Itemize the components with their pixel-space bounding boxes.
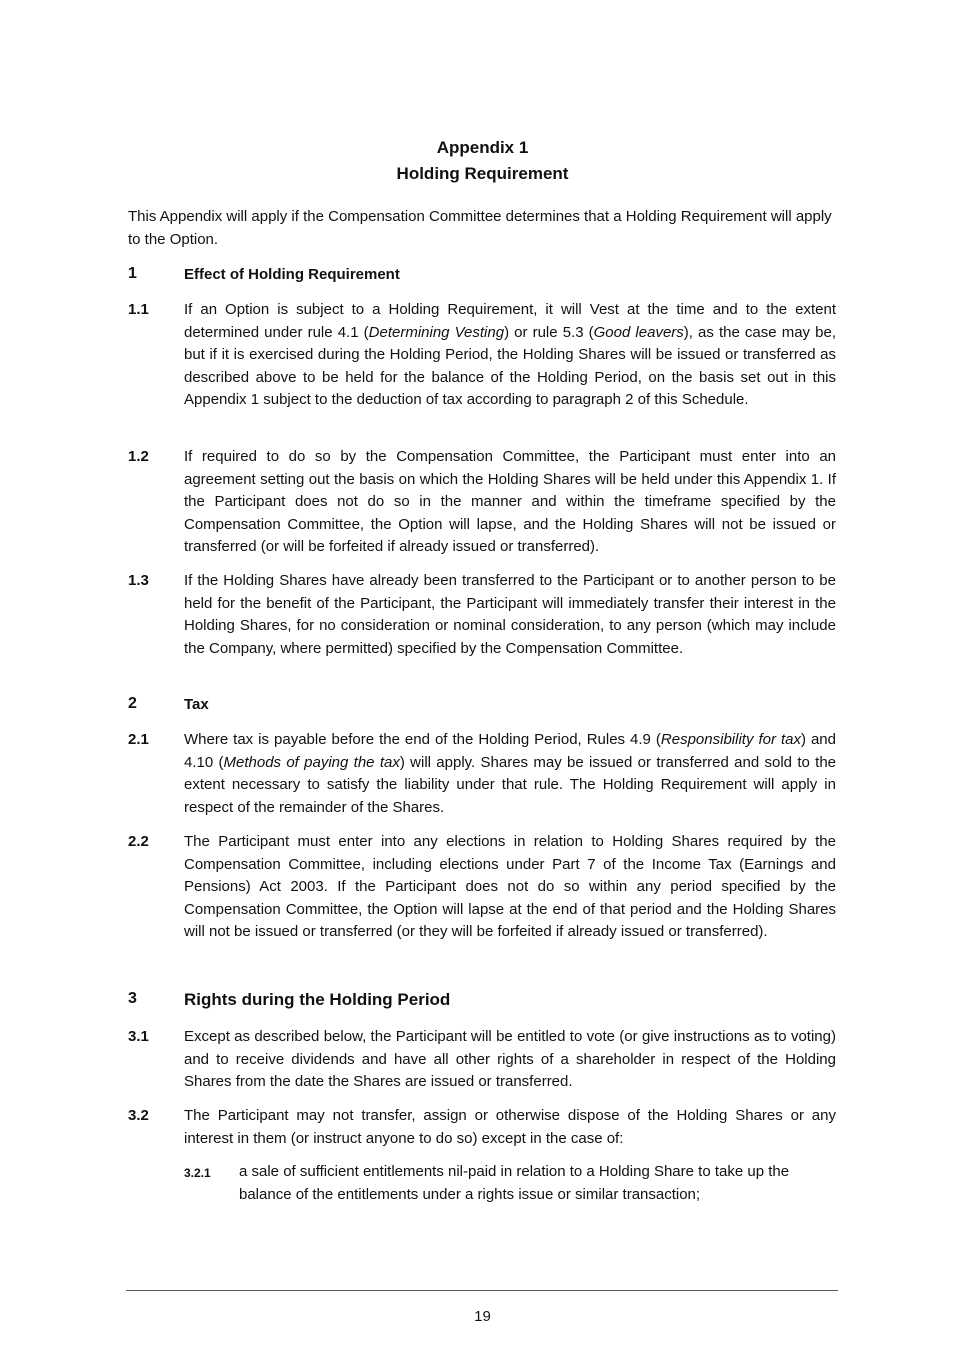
intro-paragraph: This Appendix will apply if the Compensation Committee determines that a Holding Requirement will apply to the Option.: [128, 208, 832, 248]
paragraph-text: Except as described below, the Participant will be entitled to vote (or give instructions as to voting) and to receive dividends and have all other rights of a shareholder in respect of the Holding Shares from the date the Shares are issued or transferred.: [184, 1028, 836, 1090]
paragraph-text: If required to do so by the Compensation Committee, the Participant must enter into an agreement setting out the basis on which the Holding Shares will be held under this Appendix 1. If the Participant does not do so in the manner and within the timeframe specified by the Compensation Committee, the Option will lapse, and the Holding Shares will not be issued or transferred (or will be forfeited if already issued or transferred).: [184, 448, 836, 555]
paragraph-text: If an Option is subject to a Holding Requirement, it will Vest at the time and to the extent determined under rule 4.1 (Determining Vesting) or rule 5.3 (Good leavers), as the case may be, but if it is exercised during the Holding Period, the Holding Shares will be issued or transferred as described above to be held for the balance of the Holding Period, on the basis set out in this Appendix 1 subject to the deduction of tax according to paragraph 2 of this Schedule.: [184, 301, 836, 408]
appendix-subtitle: Holding Requirement: [396, 164, 569, 183]
rule-reference: Good leavers: [593, 323, 684, 341]
rule-reference: Determining Vesting: [368, 323, 505, 341]
paragraph-number: 3.1: [128, 1028, 149, 1045]
paragraph-number: 2.2: [128, 833, 149, 850]
section-title: Rights during the Holding Period: [184, 990, 451, 1009]
paragraph-text: The Participant must enter into any elections in relation to Holding Shares required by the Compensation Committee, including elections under Part 7 of the Income Tax (Earnings and Pensions) Act 2003. If the Participant does not do so within any period specified by the Compensation Committee, the Option will lapse at the end of that period and the Holding Shares will not be issued or transferred (or they will be forfeited if already issued or transferred).: [184, 833, 836, 940]
paragraph-1-3: [128, 570, 838, 660]
paragraph-2-1: [128, 729, 838, 819]
footer-divider: [126, 1290, 838, 1291]
section-title: Effect of Holding Requirement: [184, 266, 400, 283]
paragraph-number: 1.2: [128, 448, 149, 465]
subparagraph-text: a sale of sufficient entitlements nil-paid in relation to a Holding Share to take up the balance of the entitlements under a rights issue or similar transaction;: [239, 1163, 790, 1203]
paragraph-number: 1.1: [128, 301, 149, 318]
rule-reference: Methods of paying the tax: [223, 753, 400, 771]
section-title: Tax: [184, 696, 209, 713]
paragraph-text: The Participant may not transfer, assign or otherwise dispose of the Holding Shares or any interest in them (or instruct anyone to do so) except in the case of:: [184, 1107, 836, 1147]
subparagraph-number: 3.2.1: [184, 1166, 211, 1180]
paragraph-number: 3.2: [128, 1107, 149, 1124]
paragraph-3-1: [128, 1026, 838, 1094]
section-number: 1: [128, 265, 137, 282]
paragraph-1-2: [128, 446, 838, 559]
subparagraph-3-2-1: [184, 1161, 838, 1206]
section-number: 2: [128, 695, 137, 712]
rule-reference: Responsibility for tax: [660, 731, 801, 748]
paragraph-number: 1.3: [128, 572, 149, 589]
paragraph-2-2: [128, 831, 838, 944]
paragraph-3-2: [128, 1105, 838, 1150]
appendix-title: Appendix 1: [436, 138, 529, 157]
page-number: 19: [474, 1308, 491, 1325]
paragraph-text: If the Holding Shares have already been transferred to the Participant or to another person to be held for the benefit of the Participant, the Participant will immediately transfer their interest in the Holding Shares, for no consideration or nominal consideration, to any person (which may include the Company, where permitted) specified by the Compensation Committee.: [184, 572, 836, 657]
paragraph-1-1: [128, 299, 838, 412]
section-number: 3: [128, 990, 137, 1007]
paragraph-number: 2.1: [128, 731, 149, 748]
paragraph-text: Where tax is payable before the end of the Holding Period, Rules 4.9 (Responsibility for tax) and 4.10 (Methods of paying the tax) will apply. Shares may be issued or transferred and sold to the extent necessary to satisfy the liability under that rule. The Holding Requirement will apply in respect of the remainder of the Shares.: [184, 731, 837, 816]
